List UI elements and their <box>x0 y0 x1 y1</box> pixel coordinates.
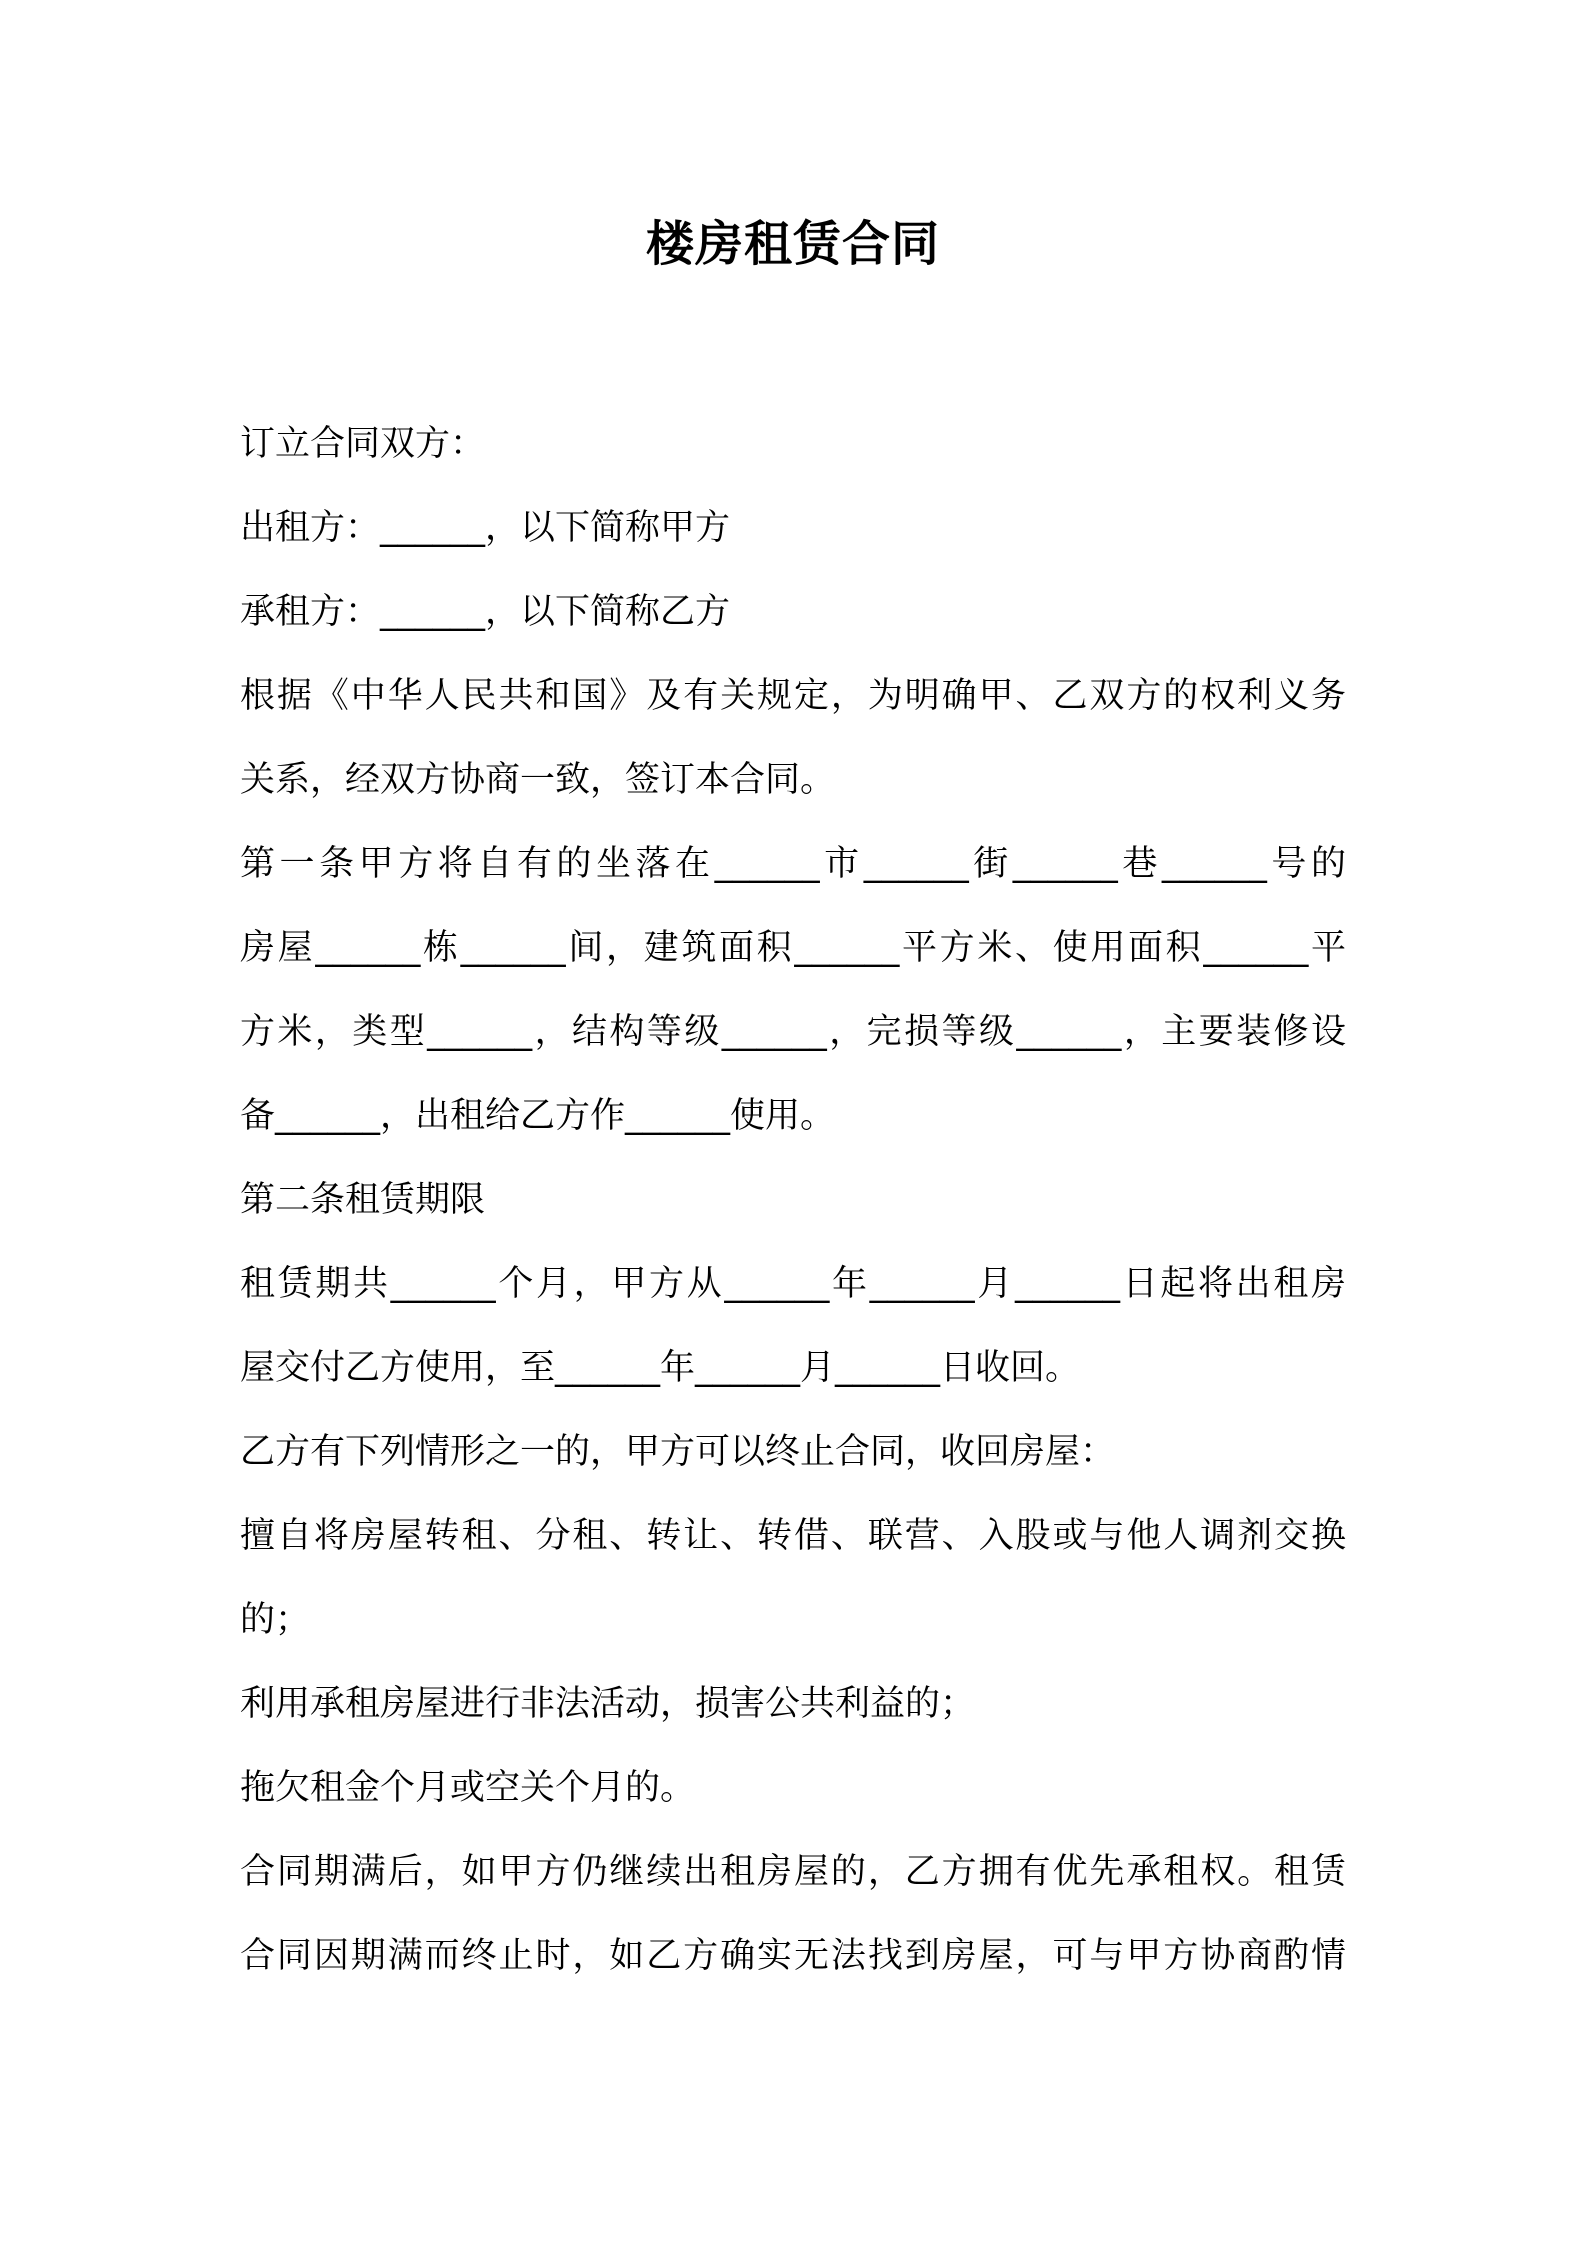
article-1-line-2: 房屋______栋______间，建筑面积______平方米、使用面积______平 <box>240 928 1346 968</box>
document-body <box>240 402 1346 1998</box>
lessee-line: 承租方：______，以下简称乙方 <box>240 592 731 632</box>
article-1-line-3: 方米，类型______，结构等级______，完损等级______，主要装修设 <box>240 1012 1346 1052</box>
termination-intro: 乙方有下列情形之一的，甲方可以终止合同，收回房屋： <box>240 1432 1116 1472</box>
termination-item-3: 拖欠租金个月或空关个月的。 <box>240 1768 696 1808</box>
termination-item-2: 利用承租房屋进行非法活动，损害公共利益的； <box>240 1684 976 1724</box>
document-title: 楼房租赁合同 <box>645 216 940 272</box>
termination-item-1-line-2: 的； <box>240 1600 311 1640</box>
preamble-line-1: 根据《中华人民共和国》及有关规定，为明确甲、乙双方的权利义务 <box>240 676 1346 716</box>
preamble-line-2: 关系，经双方协商一致，签订本合同。 <box>240 760 836 800</box>
lease-term-line-2: 屋交付乙方使用，至______年______月______日收回。 <box>240 1348 1081 1388</box>
parties-heading: 订立合同双方： <box>240 424 486 464</box>
lessor-line: 出租方：______，以下简称甲方 <box>240 508 731 548</box>
renewal-line-1: 合同期满后，如甲方仍继续出租房屋的，乙方拥有优先承租权。租赁 <box>240 1852 1346 1892</box>
article-1-line-1: 第一条甲方将自有的坐落在______市______街______巷______号的 <box>240 844 1346 884</box>
lease-term-line-1: 租赁期共______个月，甲方从______年______月______日起将出租房 <box>240 1264 1346 1304</box>
article-2-heading: 第二条租赁期限 <box>240 1180 486 1220</box>
termination-item-1-line-1: 擅自将房屋转租、分租、转让、转借、联营、入股或与他人调剂交换 <box>240 1516 1346 1556</box>
article-1-line-4: 备______，出租给乙方作______使用。 <box>240 1096 836 1136</box>
renewal-line-2: 合同因期满而终止时，如乙方确实无法找到房屋，可与甲方协商酌情 <box>240 1936 1346 1976</box>
